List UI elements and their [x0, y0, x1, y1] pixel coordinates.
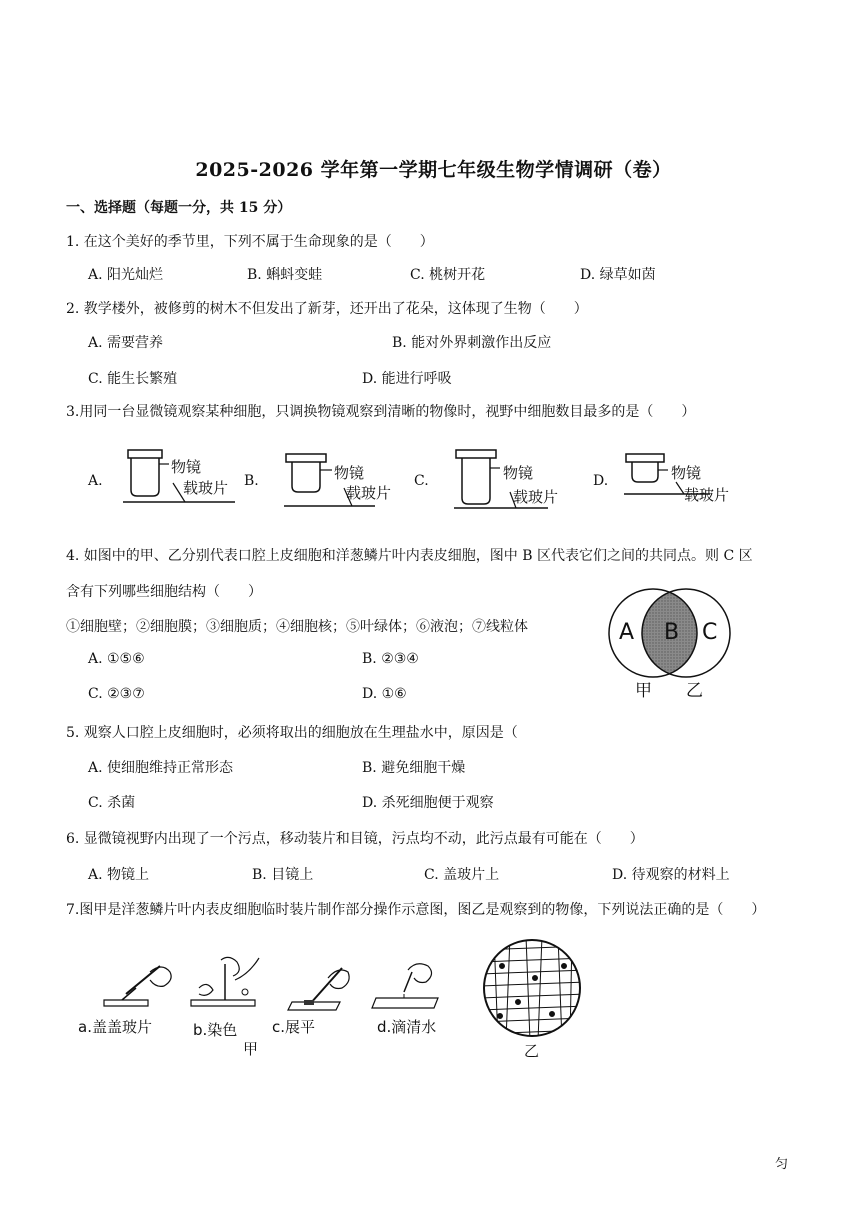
- step-c-spread-illustration: [280, 956, 360, 1016]
- q6-option-d: D. 待观察的材料上: [612, 867, 730, 883]
- q3b-slide-label: 载玻片: [346, 484, 392, 502]
- figure-yi-caption: 乙: [524, 1042, 540, 1060]
- q4-option-c: C. ②③⑦: [88, 686, 145, 702]
- q3c-slide-label: 载玻片: [513, 488, 559, 506]
- q3-option-b-label: B.: [244, 473, 259, 489]
- figure-jia-caption: 甲: [243, 1040, 259, 1058]
- question-6-stem: 6. 显微镜视野内出现了一个污点，移动装片和目镜，污点均不动，此污点最有可能在（ ）: [66, 831, 644, 847]
- venn-label-jia: 甲: [635, 681, 652, 701]
- step-a-label: a.盖盖玻片: [78, 1018, 152, 1036]
- q3d-slide-label: 载玻片: [684, 486, 730, 504]
- q6-option-b: B. 目镜上: [252, 867, 314, 883]
- q3a-slide-label: 载玻片: [183, 479, 229, 497]
- q3b-objective-label: 物镜: [334, 464, 365, 482]
- q1-option-c: C. 桃树开花: [410, 267, 486, 283]
- question-1-stem: 1. 在这个美好的季节里，下列不属于生命现象的是（ ）: [66, 234, 434, 250]
- step-d-water-illustration: [370, 958, 450, 1016]
- micrograph-yi: [480, 936, 585, 1041]
- q3c-objective-label: 物镜: [503, 464, 534, 482]
- q3-option-c-label: C.: [414, 473, 429, 489]
- q5-option-b: B. 避免细胞干燥: [362, 760, 466, 776]
- q1-option-d: D. 绿草如茵: [580, 267, 656, 283]
- question-2-stem: 2. 教学楼外，被修剪的树木不但发出了新芽，还开出了花朵，这体现了生物（ ）: [66, 301, 588, 317]
- section-heading: 一、选择题（每题一分，共 15 分）: [66, 200, 292, 216]
- q4-option-b: B. ②③④: [362, 651, 419, 667]
- q2-option-d: D. 能进行呼吸: [362, 371, 452, 387]
- question-3-stem: 3.用同一台显微镜观察某种细胞，只调换物镜观察到清晰的物像时，视野中细胞数目最多的是（ ）: [66, 404, 696, 420]
- corner-mark: 匀: [775, 1157, 789, 1172]
- q3-option-a-label: A.: [88, 473, 103, 489]
- question-5-stem: 5. 观察人口腔上皮细胞时，必须将取出的细胞放在生理盐水中，原因是（: [66, 725, 518, 741]
- q1-option-a: A. 阳光灿烂: [88, 267, 164, 283]
- q2-option-a: A. 需要营养: [88, 335, 164, 351]
- venn-region-b: B: [664, 620, 680, 645]
- step-d-label: d.滴清水: [377, 1018, 437, 1036]
- q5-option-a: A. 使细胞维持正常形态: [88, 760, 234, 776]
- q2-option-b: B. 能对外界刺激作出反应: [392, 335, 552, 351]
- q2-option-c: C. 能生长繁殖: [88, 371, 178, 387]
- q5-option-d: D. 杀死细胞便于观察: [362, 795, 494, 811]
- venn-region-c: C: [702, 620, 718, 645]
- q6-option-a: A. 物镜上: [88, 867, 150, 883]
- step-b-stain-illustration: [185, 950, 270, 1015]
- question-4-stem-line1: 4. 如图中的甲、乙分别代表口腔上皮细胞和洋葱鳞片叶内表皮细胞，图中 B 区代表它们之间的共同点。则 C 区: [66, 548, 753, 564]
- step-b-label: b.染色: [193, 1021, 238, 1039]
- question-4-structure-list: ①细胞壁；②细胞膜；③细胞质；④细胞核；⑤叶绿体；⑥液泡；⑦线粒体: [66, 619, 528, 635]
- q5-option-c: C. 杀菌: [88, 795, 136, 811]
- q6-option-c: C. 盖玻片上: [424, 867, 500, 883]
- q3a-objective-label: 物镜: [171, 458, 202, 476]
- q4-option-d: D. ①⑥: [362, 686, 407, 702]
- venn-region-a: A: [619, 620, 635, 645]
- q3d-objective-label: 物镜: [671, 464, 702, 482]
- q3-option-d-label: D.: [593, 473, 609, 489]
- page-title: 2025-2026 学年第一学期七年级生物学情调研（卷）: [195, 159, 672, 181]
- step-c-label: c.展平: [272, 1018, 316, 1036]
- step-a-coverslip-illustration: [98, 958, 178, 1013]
- q4-option-a: A. ①⑤⑥: [88, 651, 145, 667]
- venn-label-yi: 乙: [686, 681, 703, 701]
- question-4-stem-line2: 含有下列哪些细胞结构（ ）: [66, 584, 262, 600]
- q1-option-b: B. 蝌蚪变蛙: [247, 267, 323, 283]
- question-7-stem: 7.图甲是洋葱鳞片叶内表皮细胞临时装片制作部分操作示意图，图乙是观察到的物像，下列说法正确的是（ ）: [66, 902, 766, 918]
